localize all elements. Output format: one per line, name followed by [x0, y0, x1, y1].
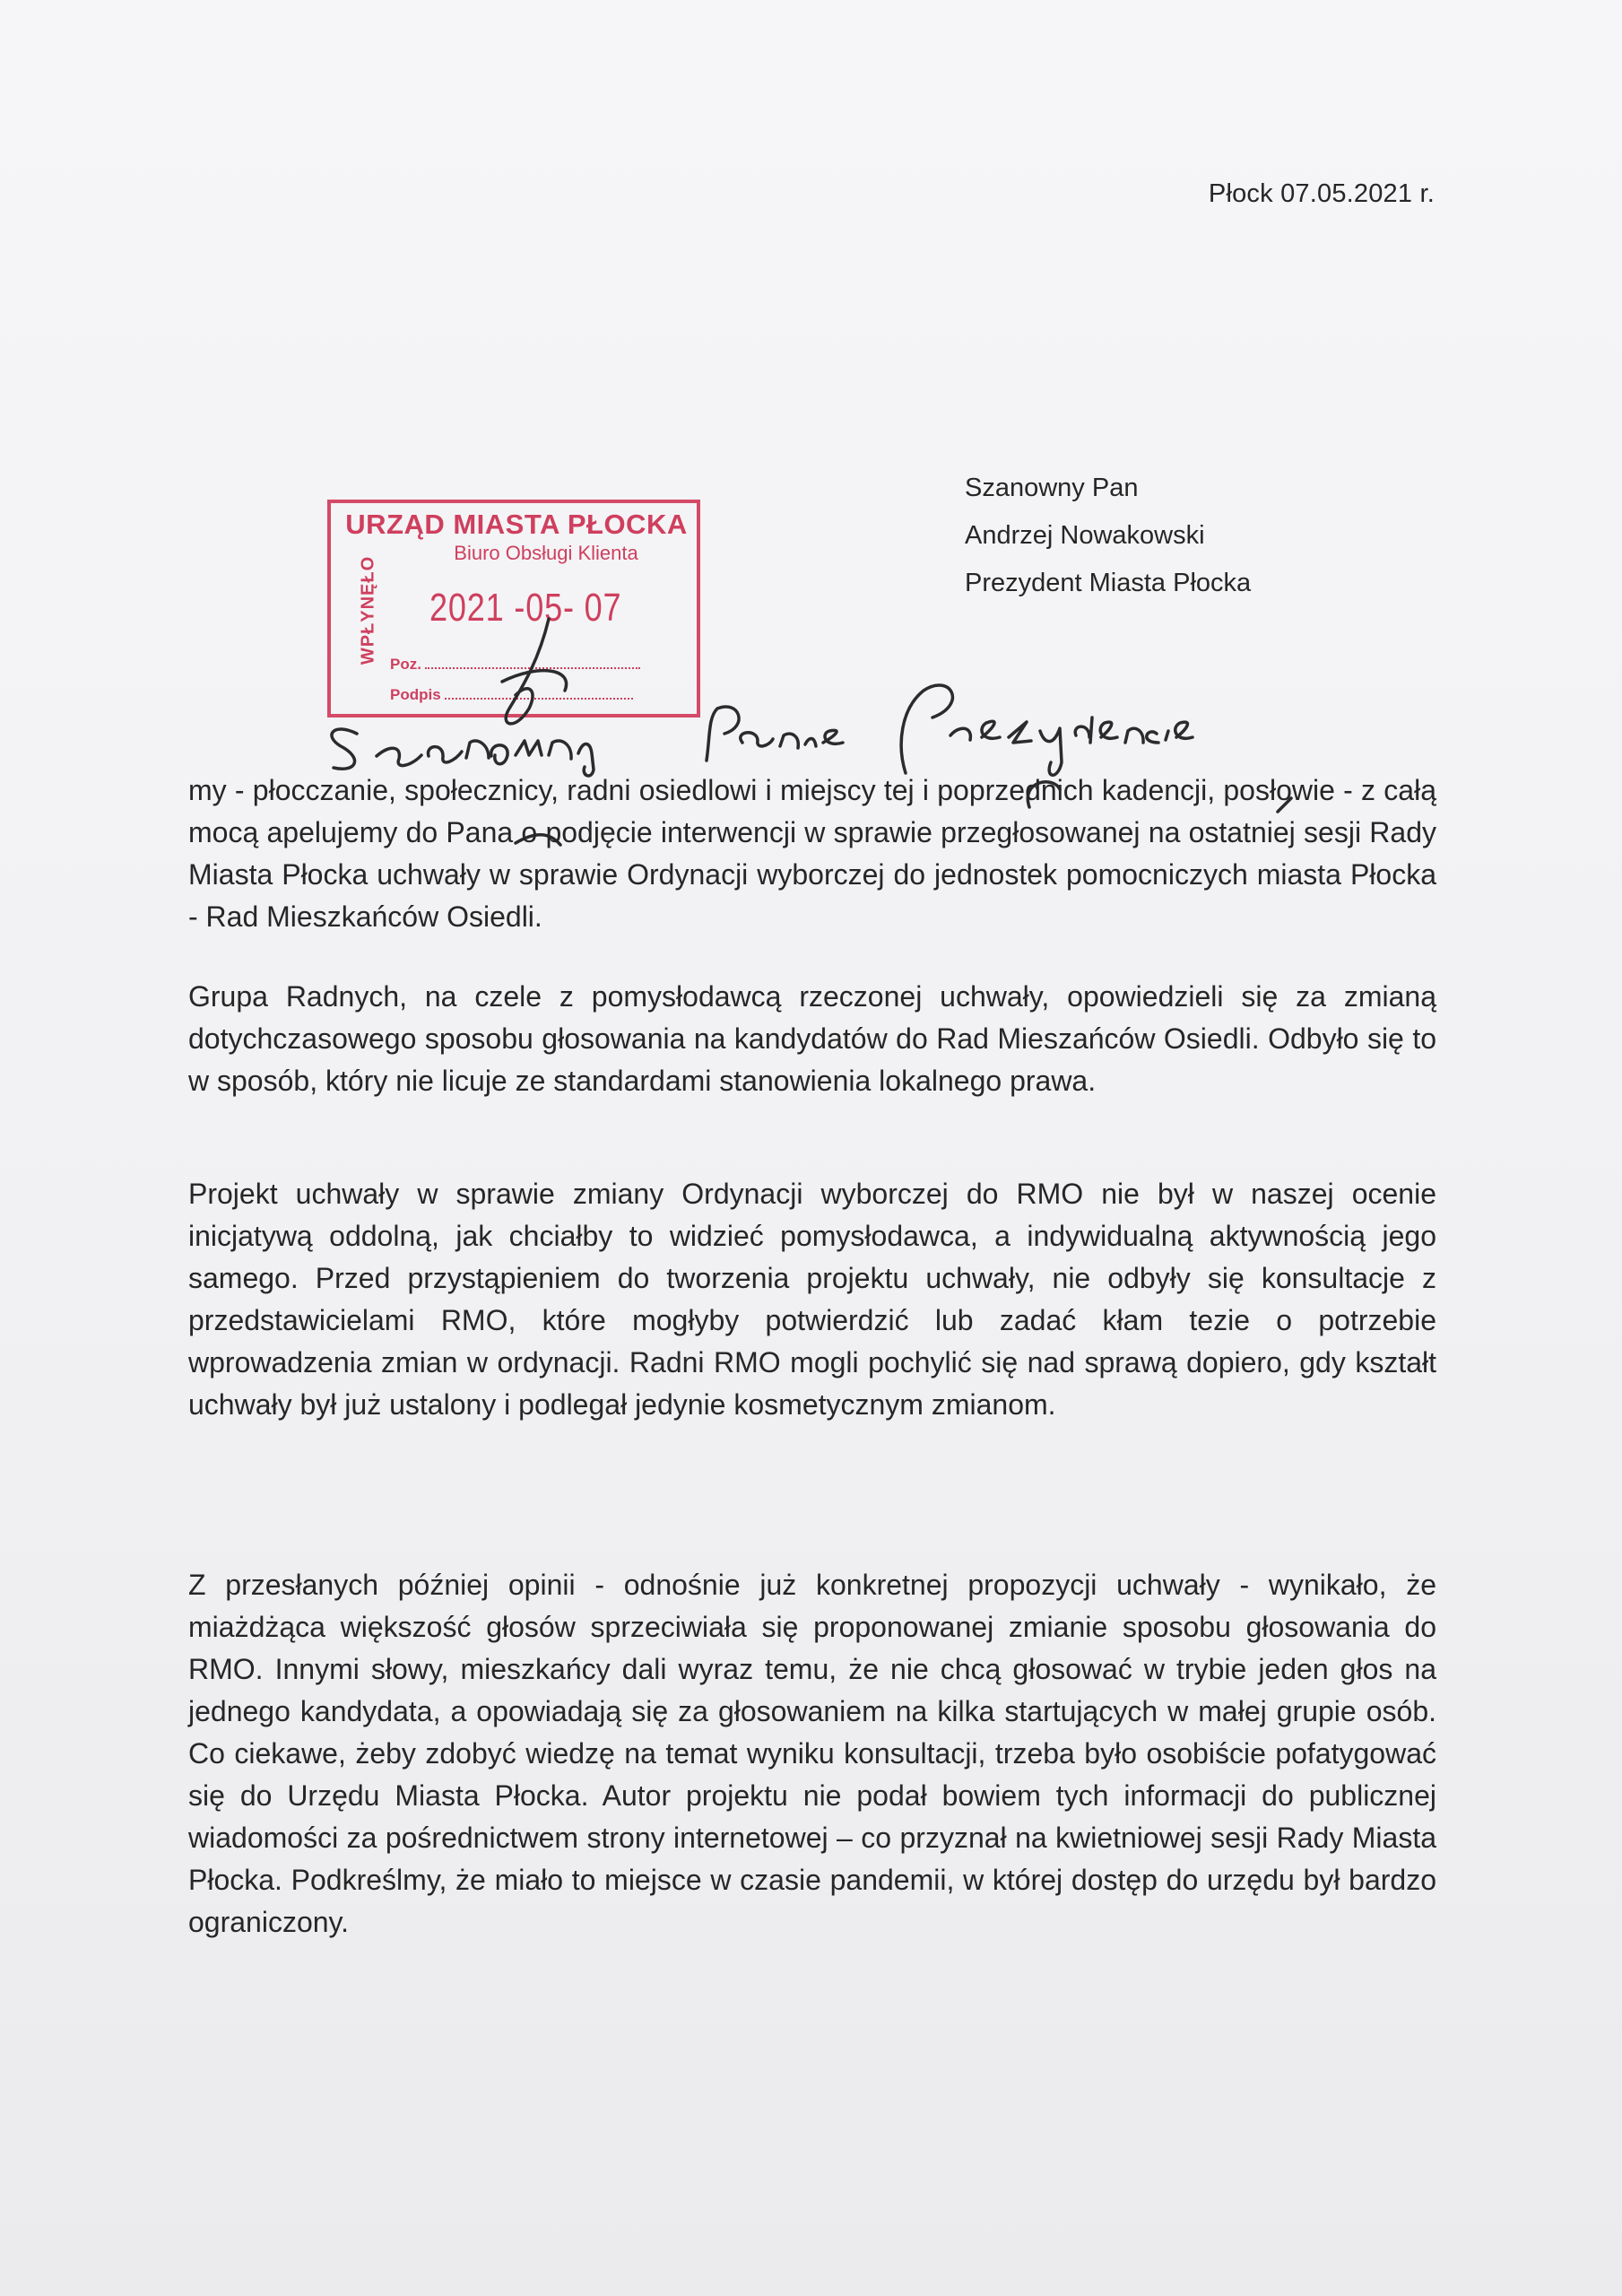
stamp-side-label: WPŁYNĘŁO	[358, 555, 378, 665]
stamp-date: 2021 -05- 07	[429, 586, 622, 630]
stamp-row-signature	[390, 686, 633, 704]
received-stamp	[327, 500, 700, 718]
stamp-dotted-line	[425, 658, 640, 669]
addressee-line-2: Andrzej Nowakowski	[965, 521, 1205, 550]
addressee-block	[965, 465, 1251, 607]
letter-date: Płock 07.05.2021 r.	[1208, 179, 1435, 208]
stamp-subtitle: Biuro Obsługi Klienta	[454, 542, 638, 564]
paragraph-1	[188, 770, 1436, 938]
paragraph-4-text: Z przesłanych później opinii - odnośnie już konkretnej propozycji uchwały - wynikało, że miażdżąca większość głosów sprzeciwiała się proponowanej zmianie sposobu głosowania do RMO. Innymi słowy, mieszkańcy dali wyraz temu, że nie chcą głosować w trybie jeden głos na jednego kandydata, a opowiadają się za głosowaniem na kilka startujących w małej grupie osób. Co ciekawe, żeby zdobyć wiedzę na temat wyniku konsultacji, trzeba było osobiście pofatygować się do Urzędu Miasta Płocka. Autor projektu nie podał bowiem tych informacji do publicznej wiadomości za pośrednictwem strony internetowej – co przyznał na kwietniowej sesji Rady Miasta Płocka. Podkreślmy, że miało to miejsce w czasie pandemii, w której dostęp do urzędu był bardzo ograniczony.	[188, 1569, 1436, 1938]
paragraph-3-text: Projekt uchwały w sprawie zmiany Ordynacji wyborczej do RMO nie był w naszej ocenie inicjatywą oddolną, jak chciałby to widzieć pomysłodawca, a indywidualną aktywnością jego samego. Przed przystąpieniem do tworzenia projektu uchwały, nie odbyły się konsultacje z przedstawicielami RMO, które mogłyby potwierdzić lub zadać kłam tezie o potrzebie wprowadzenia zmian w ordynacji. Radni RMO mogli pochylić się nad sprawą dopiero, gdy kształt uchwały był już ustalony i podlegał jedynie kosmetycznym zmianom.	[188, 1178, 1436, 1421]
addressee-line-1: Szanowny Pan	[965, 474, 1139, 502]
stamp-title: URZĄD MIASTA PŁOCKA	[345, 509, 688, 540]
stamp-row-position-label: Poz.	[390, 656, 421, 673]
paragraph-2-text: Grupa Radnych, na czele z pomysłodawcą rzeczonej uchwały, opowiedzieli się za zmianą dotychczasowego sposobu głosowania na kandydatów do Rad Mieszańców Osiedli. Odbyło się to w sposób, który nie licuje ze standardami stanowienia lokalnego prawa.	[188, 980, 1436, 1097]
stamp-row-position	[390, 656, 640, 674]
stamp-dotted-line	[445, 689, 633, 700]
stamp-row-signature-label: Podpis	[390, 686, 441, 703]
paragraph-3	[188, 1173, 1436, 1426]
addressee-line-3: Prezydent Miasta Płocka	[965, 569, 1252, 597]
paragraph-2	[188, 976, 1436, 1102]
paragraph-4	[188, 1564, 1436, 1944]
paragraph-1-text: my - płocczanie, społecznicy, radni osiedlowi i miejscy tej i poprzednich kadencji, posłowie - z całą mocą apelujemy do Pana o podjęcie interwencji w sprawie przegłosowanej na ostatniej sesji Rady Miasta Płocka uchwały w sprawie Ordynacji wyborczej do jednostek pomocniczych miasta Płocka - Rad Mieszkańców Osiedli.	[188, 774, 1436, 933]
